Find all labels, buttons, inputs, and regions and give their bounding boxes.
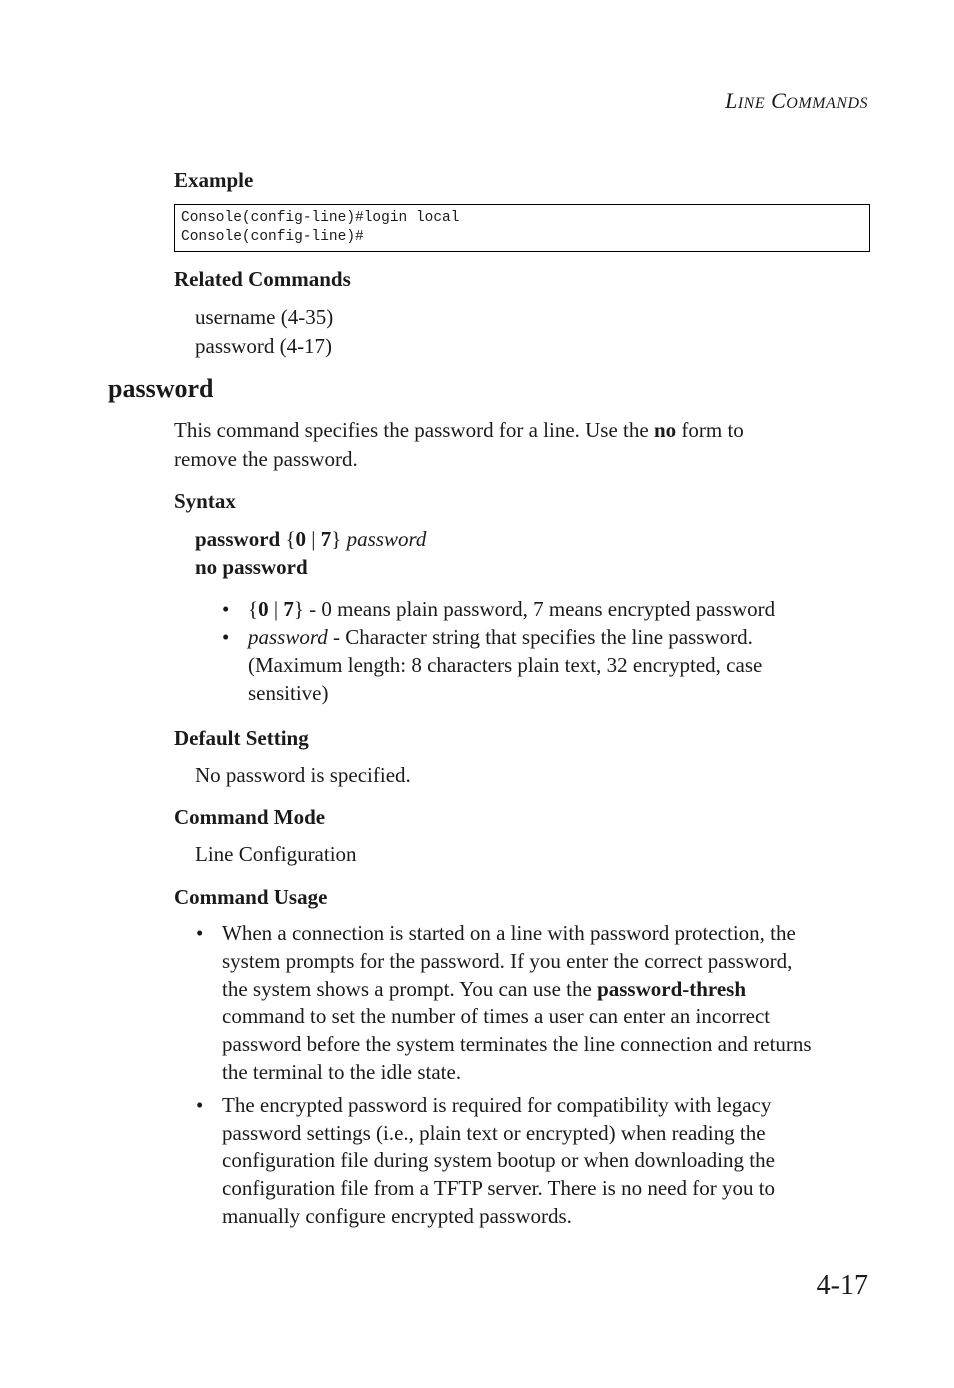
- related-command-username: username (4-35): [195, 305, 334, 329]
- syntax-line-1: password {0 | 7} password: [195, 527, 427, 551]
- running-head-ommands: OMMANDS: [786, 95, 868, 112]
- section-title: password: [108, 374, 214, 403]
- default-setting-heading: Default Setting: [174, 726, 309, 750]
- syntax-heading: Syntax: [174, 489, 236, 513]
- command-mode-heading: Command Mode: [174, 805, 326, 829]
- list-item: • password - Character string that specifies the line password. (Maximum length: 8 characters plain text, 32 encrypted, case sensitive): [222, 625, 763, 705]
- related-command-password: password (4-17): [195, 334, 333, 358]
- list-item: • When a connection is started on a line with password protection, the system prompts for the password. If you enter the correct password, the system shows a prompt. You can use the password-thresh command to set the number of times a user can enter an incorrect password before the system terminates the line connection and returns the terminal to the idle state.: [196, 921, 812, 1084]
- running-head-ine: INE: [737, 95, 766, 112]
- code-line: Console(config-line)#: [181, 229, 364, 245]
- section-intro: [174, 416, 744, 474]
- list-item: • The encrypted password is required for compatibility with legacy password settings (i.e., plain text or encrypted) when reading the configuration file during system bootup or when downloading the configuration file from a TFTP server. There is no need for you to manually configure encrypted passwords.: [196, 1092, 776, 1228]
- example-code-box: [174, 204, 870, 252]
- running-head-c: C: [771, 88, 787, 113]
- running-head-l: L: [725, 88, 738, 113]
- intro-text: This command specifies the password for a line. Use the: [174, 418, 654, 442]
- page-number: 4-17: [816, 1270, 868, 1301]
- intro-line2: remove the password.: [174, 447, 358, 471]
- command-usage-list: [196, 920, 812, 1231]
- related-commands-heading: Related Commands: [174, 267, 351, 291]
- list-item: • {0 | 7} - 0 means plain password, 7 means encrypted password: [222, 597, 776, 621]
- running-head: [725, 88, 868, 114]
- syntax-line-2: no password: [195, 555, 308, 579]
- code-line: Console(config-line)#login local: [181, 210, 460, 226]
- command-usage-heading: Command Usage: [174, 885, 328, 909]
- syntax-block: [195, 525, 426, 581]
- example-heading: Example: [174, 168, 254, 192]
- command-mode-text: Line Configuration: [195, 842, 357, 866]
- related-commands-list: [195, 303, 333, 361]
- syntax-params: [222, 595, 775, 707]
- intro-no-keyword: no: [653, 418, 677, 442]
- default-setting-text: No password is specified.: [195, 763, 411, 787]
- intro-text-end: form to: [676, 418, 744, 442]
